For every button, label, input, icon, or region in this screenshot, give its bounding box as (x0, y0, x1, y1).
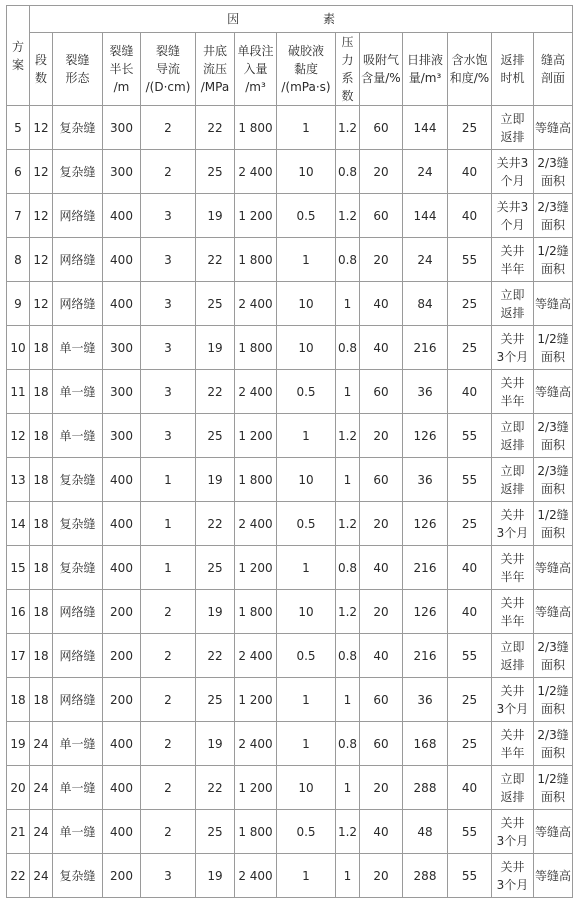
table-cell: 300 (103, 414, 141, 458)
table-cell: 22 (196, 634, 235, 678)
table-cell: 55 (448, 854, 492, 898)
table-cell: 55 (448, 238, 492, 282)
table-cell: 单一缝 (53, 810, 103, 854)
table-cell: 1 (277, 106, 336, 150)
header-row-factors (7, 6, 573, 33)
table-cell: 24 (30, 810, 53, 854)
table-cell: 1 800 (235, 590, 277, 634)
table-cell: 60 (360, 678, 403, 722)
table-cell: 25 (196, 678, 235, 722)
table-cell: 18 (30, 370, 53, 414)
table-cell: 等缝高 (534, 590, 573, 634)
column-header: 日排液 量/m³ (403, 33, 448, 106)
table-cell: 单一缝 (53, 766, 103, 810)
table-cell: 关井 半年 (492, 590, 534, 634)
table-cell: 400 (103, 458, 141, 502)
table-cell: 22 (196, 106, 235, 150)
table-cell: 24 (30, 722, 53, 766)
table-cell: 关井 3个月 (492, 502, 534, 546)
table-cell: 400 (103, 722, 141, 766)
column-header: 返排 时机 (492, 33, 534, 106)
table-cell: 60 (360, 458, 403, 502)
table-cell: 12 (30, 194, 53, 238)
table-cell: 5 (7, 106, 30, 150)
table-cell: 2 400 (235, 150, 277, 194)
table-cell: 1/2缝 面积 (534, 326, 573, 370)
table-cell: 12 (30, 150, 53, 194)
table-cell: 3 (141, 414, 196, 458)
table-row (7, 766, 573, 810)
table-cell: 1 (277, 238, 336, 282)
table-cell: 立即 返排 (492, 414, 534, 458)
table-cell: 2/3缝 面积 (534, 414, 573, 458)
table-cell: 2/3缝 面积 (534, 634, 573, 678)
table-cell: 18 (30, 546, 53, 590)
table-cell: 2/3缝 面积 (534, 458, 573, 502)
table-cell: 20 (7, 766, 30, 810)
table-cell: 200 (103, 590, 141, 634)
table-cell: 1 (277, 414, 336, 458)
table-cell: 7 (7, 194, 30, 238)
table-cell: 0.8 (336, 238, 360, 282)
table-row (7, 150, 573, 194)
table-cell: 关井 半年 (492, 238, 534, 282)
table-cell: 10 (277, 590, 336, 634)
table-cell: 200 (103, 854, 141, 898)
table-cell: 40 (448, 766, 492, 810)
table-row (7, 634, 573, 678)
table-cell: 网络缝 (53, 238, 103, 282)
table-cell: 0.8 (336, 634, 360, 678)
column-header: 裂缝 形态 (53, 33, 103, 106)
table-cell: 1 800 (235, 810, 277, 854)
table-cell: 20 (360, 766, 403, 810)
table-cell: 300 (103, 326, 141, 370)
table-cell: 复杂缝 (53, 106, 103, 150)
column-header: 破胶液 黏度 /(mPa·s) (277, 33, 336, 106)
table-cell: 10 (7, 326, 30, 370)
table-cell: 1/2缝 面积 (534, 766, 573, 810)
table-cell: 300 (103, 150, 141, 194)
table-cell: 1/2缝 面积 (534, 502, 573, 546)
table-cell: 10 (277, 458, 336, 502)
table-cell: 12 (30, 106, 53, 150)
scheme-table (6, 5, 573, 898)
table-row (7, 590, 573, 634)
table-cell: 48 (403, 810, 448, 854)
table-cell: 2 (141, 678, 196, 722)
table-cell: 25 (448, 678, 492, 722)
table-cell: 400 (103, 238, 141, 282)
table-row (7, 238, 573, 282)
table-cell: 60 (360, 370, 403, 414)
table-cell: 36 (403, 458, 448, 502)
table-cell: 1 (141, 502, 196, 546)
table-cell: 18 (30, 678, 53, 722)
table-cell: 55 (448, 634, 492, 678)
table-cell: 2 (141, 766, 196, 810)
table-cell: 网络缝 (53, 194, 103, 238)
table-cell: 1 (336, 370, 360, 414)
table-cell: 20 (360, 150, 403, 194)
table-cell: 单一缝 (53, 722, 103, 766)
table-cell: 19 (7, 722, 30, 766)
table-cell: 40 (448, 590, 492, 634)
table-cell: 400 (103, 810, 141, 854)
table-cell: 2/3缝 面积 (534, 722, 573, 766)
table-cell: 1 200 (235, 194, 277, 238)
table-cell: 288 (403, 854, 448, 898)
table-cell: 25 (448, 326, 492, 370)
table-cell: 20 (360, 414, 403, 458)
table-cell: 20 (360, 590, 403, 634)
table-row (7, 282, 573, 326)
table-cell: 400 (103, 546, 141, 590)
table-cell: 关井3 个月 (492, 194, 534, 238)
table-cell: 立即 返排 (492, 106, 534, 150)
table-cell: 84 (403, 282, 448, 326)
column-header: 单段注 入量 /m³ (235, 33, 277, 106)
table-cell: 12 (30, 238, 53, 282)
table-cell: 1 200 (235, 766, 277, 810)
table-cell: 200 (103, 634, 141, 678)
table-cell: 1 (336, 282, 360, 326)
table-cell: 等缝高 (534, 810, 573, 854)
table-cell: 11 (7, 370, 30, 414)
table-cell: 2/3缝 面积 (534, 150, 573, 194)
table-cell: 19 (196, 590, 235, 634)
table-cell: 10 (277, 326, 336, 370)
table-cell: 55 (448, 414, 492, 458)
table-cell: 等缝高 (534, 546, 573, 590)
table-cell: 1.2 (336, 590, 360, 634)
table-cell: 55 (448, 810, 492, 854)
table-cell: 1 (141, 546, 196, 590)
table-cell: 40 (448, 194, 492, 238)
table-row (7, 502, 573, 546)
table-cell: 6 (7, 150, 30, 194)
table-cell: 25 (196, 546, 235, 590)
table-cell: 12 (7, 414, 30, 458)
table-cell: 25 (196, 150, 235, 194)
table-cell: 40 (448, 546, 492, 590)
table-cell: 16 (7, 590, 30, 634)
table-cell: 216 (403, 634, 448, 678)
table-cell: 22 (196, 502, 235, 546)
table-cell: 2 (141, 810, 196, 854)
table-cell: 1 (336, 766, 360, 810)
table-cell: 关井 半年 (492, 370, 534, 414)
table-cell: 20 (360, 502, 403, 546)
table-cell: 18 (30, 590, 53, 634)
table-cell: 2 (141, 634, 196, 678)
table-cell: 关井 3个月 (492, 326, 534, 370)
table-cell: 36 (403, 370, 448, 414)
table-cell: 126 (403, 414, 448, 458)
table-cell: 1 (336, 458, 360, 502)
table-cell: 400 (103, 194, 141, 238)
table-cell: 2 (141, 150, 196, 194)
table-cell: 19 (196, 722, 235, 766)
table-cell: 2 (141, 106, 196, 150)
table-cell: 19 (196, 326, 235, 370)
table-cell: 1/2缝 面积 (534, 678, 573, 722)
column-header: 裂缝 半长 /m (103, 33, 141, 106)
table-cell: 单一缝 (53, 326, 103, 370)
table-row (7, 810, 573, 854)
column-header: 吸附气 含量/% (360, 33, 403, 106)
column-header: 裂缝 导流 /(D·cm) (141, 33, 196, 106)
table-cell: 2/3缝 面积 (534, 194, 573, 238)
table-cell: 1.2 (336, 502, 360, 546)
table-cell: 立即 返排 (492, 458, 534, 502)
table-cell: 216 (403, 326, 448, 370)
column-header: 压 力 系 数 (336, 33, 360, 106)
table-cell: 1 800 (235, 458, 277, 502)
table-cell: 25 (448, 502, 492, 546)
table-cell: 网络缝 (53, 282, 103, 326)
table-cell: 等缝高 (534, 282, 573, 326)
table-cell: 18 (7, 678, 30, 722)
table-cell: 216 (403, 546, 448, 590)
table-cell: 2 (141, 590, 196, 634)
table-cell: 21 (7, 810, 30, 854)
table-cell: 0.5 (277, 502, 336, 546)
table-cell: 19 (196, 194, 235, 238)
table-row (7, 722, 573, 766)
column-header: 缝高 剖面 (534, 33, 573, 106)
table-cell: 300 (103, 106, 141, 150)
table-cell: 网络缝 (53, 678, 103, 722)
table-cell: 复杂缝 (53, 502, 103, 546)
table-cell: 1 (336, 678, 360, 722)
table-cell: 10 (277, 282, 336, 326)
column-header: 井底 流压 /MPa (196, 33, 235, 106)
table-cell: 400 (103, 766, 141, 810)
table-cell: 0.5 (277, 370, 336, 414)
table-cell: 126 (403, 502, 448, 546)
table-cell: 15 (7, 546, 30, 590)
table-row (7, 414, 573, 458)
table-cell: 24 (30, 766, 53, 810)
table-cell: 3 (141, 238, 196, 282)
table-cell: 288 (403, 766, 448, 810)
table-cell: 22 (7, 854, 30, 898)
table-cell: 1 (336, 854, 360, 898)
table-cell: 1 800 (235, 106, 277, 150)
table-cell: 1 800 (235, 238, 277, 282)
header-row-columns (7, 33, 573, 106)
table-row (7, 546, 573, 590)
table-row (7, 458, 573, 502)
table-cell: 40 (448, 150, 492, 194)
table-cell: 60 (360, 106, 403, 150)
table-cell: 18 (30, 458, 53, 502)
table-cell: 立即 返排 (492, 282, 534, 326)
table-cell: 25 (448, 106, 492, 150)
table-cell: 24 (403, 150, 448, 194)
table-cell: 3 (141, 194, 196, 238)
table-cell: 40 (360, 326, 403, 370)
table-row (7, 326, 573, 370)
table-cell: 40 (360, 282, 403, 326)
table-cell: 3 (141, 282, 196, 326)
table-cell: 18 (30, 634, 53, 678)
table-cell: 25 (448, 282, 492, 326)
table-row (7, 854, 573, 898)
table-cell: 立即 返排 (492, 766, 534, 810)
table-cell: 40 (360, 634, 403, 678)
table-cell: 25 (196, 414, 235, 458)
table-cell: 1.2 (336, 414, 360, 458)
table-cell: 14 (7, 502, 30, 546)
table-cell: 1 200 (235, 414, 277, 458)
table-cell: 55 (448, 458, 492, 502)
table-cell: 144 (403, 194, 448, 238)
header-factors: 因 素 (30, 6, 573, 33)
table-cell: 36 (403, 678, 448, 722)
table-cell: 40 (360, 810, 403, 854)
table-cell: 17 (7, 634, 30, 678)
table-cell: 126 (403, 590, 448, 634)
table-cell: 18 (30, 326, 53, 370)
table-cell: 等缝高 (534, 854, 573, 898)
table-cell: 13 (7, 458, 30, 502)
table-cell: 复杂缝 (53, 546, 103, 590)
header-scheme: 方 案 (7, 6, 30, 106)
table-cell: 200 (103, 678, 141, 722)
table-cell: 40 (360, 546, 403, 590)
table-cell: 0.8 (336, 326, 360, 370)
table-cell: 20 (360, 238, 403, 282)
table-cell: 网络缝 (53, 634, 103, 678)
table-cell: 2 400 (235, 282, 277, 326)
table-cell: 19 (196, 854, 235, 898)
table-cell: 等缝高 (534, 370, 573, 414)
table-cell: 2 400 (235, 370, 277, 414)
table-cell: 1 (277, 546, 336, 590)
table-cell: 1/2缝 面积 (534, 238, 573, 282)
table-cell: 关井 半年 (492, 722, 534, 766)
table-cell: 1.2 (336, 810, 360, 854)
table-cell: 单一缝 (53, 370, 103, 414)
table-cell: 25 (196, 282, 235, 326)
column-header: 含水饱 和度/% (448, 33, 492, 106)
table-cell: 2 (141, 722, 196, 766)
table-cell: 3 (141, 370, 196, 414)
table-cell: 60 (360, 194, 403, 238)
table-cell: 25 (196, 810, 235, 854)
table-cell: 8 (7, 238, 30, 282)
table-cell: 400 (103, 502, 141, 546)
table-cell: 复杂缝 (53, 854, 103, 898)
table-cell: 10 (277, 150, 336, 194)
table-cell: 20 (360, 854, 403, 898)
table-cell: 60 (360, 722, 403, 766)
table-cell: 0.5 (277, 810, 336, 854)
table-row (7, 678, 573, 722)
table-cell: 40 (448, 370, 492, 414)
table-cell: 0.8 (336, 546, 360, 590)
table-cell: 10 (277, 766, 336, 810)
table-cell: 18 (30, 414, 53, 458)
table-cell: 1 200 (235, 546, 277, 590)
table-cell: 1 800 (235, 326, 277, 370)
table-cell: 2 400 (235, 722, 277, 766)
table-cell: 1.2 (336, 194, 360, 238)
table-cell: 1 200 (235, 678, 277, 722)
table-cell: 1 (141, 458, 196, 502)
table-cell: 0.8 (336, 722, 360, 766)
table-cell: 3 (141, 326, 196, 370)
table-cell: 2 400 (235, 634, 277, 678)
table-cell: 22 (196, 238, 235, 282)
table-cell: 关井3 个月 (492, 150, 534, 194)
table-cell: 0.8 (336, 150, 360, 194)
table-cell: 1 (277, 722, 336, 766)
table-row (7, 194, 573, 238)
table-body (7, 106, 573, 898)
table-cell: 22 (196, 370, 235, 414)
table-cell: 0.5 (277, 634, 336, 678)
table-cell: 等缝高 (534, 106, 573, 150)
table-cell: 24 (403, 238, 448, 282)
table-cell: 关井 3个月 (492, 854, 534, 898)
column-header: 段 数 (30, 33, 53, 106)
table-cell: 复杂缝 (53, 150, 103, 194)
table-cell: 立即 返排 (492, 634, 534, 678)
table-cell: 单一缝 (53, 414, 103, 458)
table-cell: 关井 半年 (492, 546, 534, 590)
table-cell: 1.2 (336, 106, 360, 150)
table-cell: 168 (403, 722, 448, 766)
table-cell: 复杂缝 (53, 458, 103, 502)
table-cell: 144 (403, 106, 448, 150)
table-cell: 300 (103, 370, 141, 414)
table-cell: 0.5 (277, 194, 336, 238)
table-cell: 12 (30, 282, 53, 326)
table-cell: 关井 3个月 (492, 678, 534, 722)
table-cell: 400 (103, 282, 141, 326)
table-cell: 1 (277, 678, 336, 722)
table-cell: 关井 3个月 (492, 810, 534, 854)
table-row (7, 106, 573, 150)
table-cell: 1 (277, 854, 336, 898)
table-cell: 19 (196, 458, 235, 502)
table-cell: 2 400 (235, 854, 277, 898)
table-cell: 18 (30, 502, 53, 546)
table-cell: 9 (7, 282, 30, 326)
table-cell: 2 400 (235, 502, 277, 546)
table-cell: 25 (448, 722, 492, 766)
table-cell: 3 (141, 854, 196, 898)
table-cell: 网络缝 (53, 590, 103, 634)
table-cell: 24 (30, 854, 53, 898)
table-row (7, 370, 573, 414)
table-cell: 22 (196, 766, 235, 810)
